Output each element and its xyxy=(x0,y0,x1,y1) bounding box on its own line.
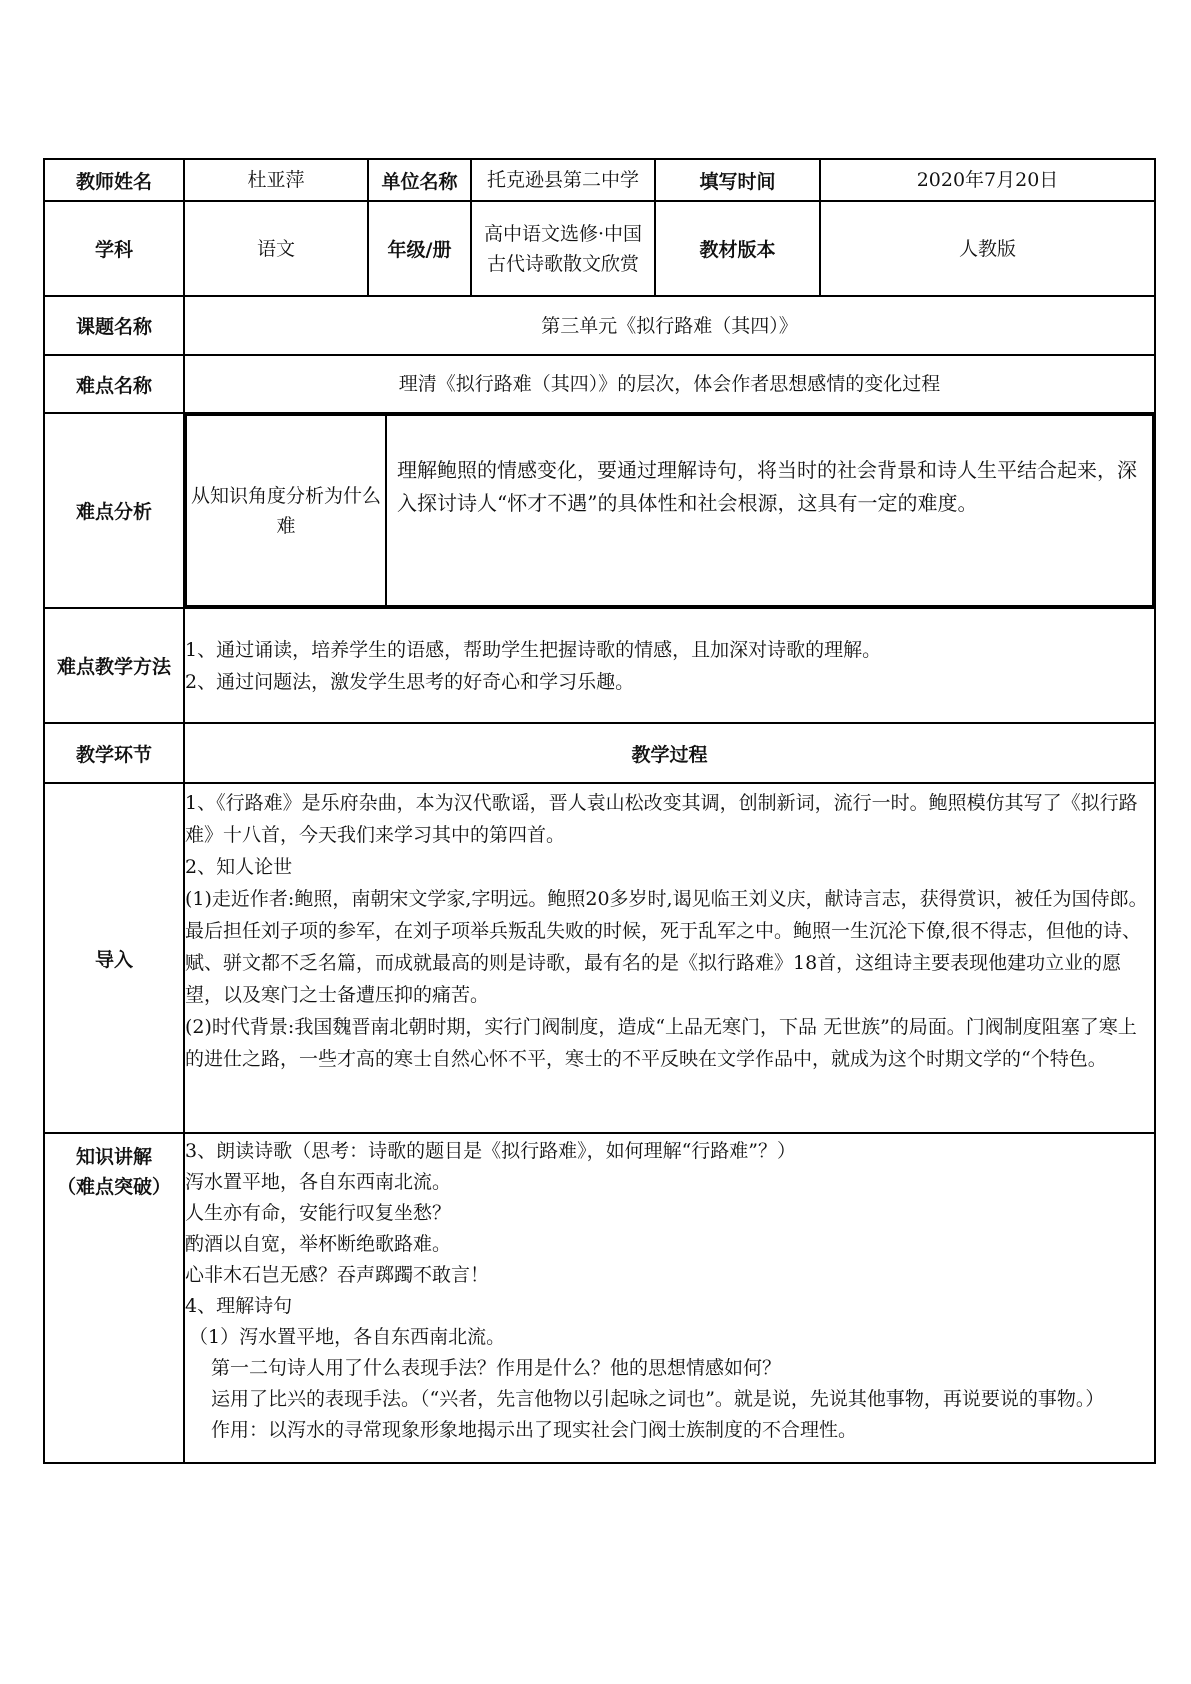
knowledge-cell xyxy=(184,1133,1155,1463)
header-row-2 xyxy=(44,201,1155,296)
process-header-row xyxy=(44,723,1155,783)
poem-line-3: 酌酒以自宽，举杯断绝歌路难。 xyxy=(185,1233,452,1255)
difficulty-label: 难点名称 xyxy=(44,355,184,413)
grade-label: 年级/册 xyxy=(368,201,471,296)
intro-line-3: (1)走近作者:鲍照，南朝宋文学家,字明远。鲍照20多岁时,谒见临王刘义庆，献诗言志，获得赏识，被任为国侍郎。最后担任刘子项的参军，在刘子项举兵叛乱失败的时候，死于乱军之中。鲍照一生沉沦下僚,很不得志，但他的诗、赋、骈文都不乏名篇，而成就最高的则是诗歌，最有名的是《拟行路难》18首，这组诗主要表现他建功立业的愿望，以及寒门之士备遭压抑的痛苦。 xyxy=(185,888,1148,1006)
knowledge-label-1: 知识讲解 xyxy=(75,1146,152,1168)
knowledge-line-1: 3、朗读诗歌（思考：诗歌的题目是《拟行路难》，如何理解“行路难”？） xyxy=(185,1140,797,1162)
poem-line-2: 人生亦有命，安能行叹复坐愁？ xyxy=(185,1202,452,1224)
intro-cell xyxy=(184,783,1155,1133)
fill-date-value: 2020年7月20日 xyxy=(820,159,1155,201)
knowledge-label-2: （难点突破） xyxy=(56,1176,171,1198)
knowledge-row xyxy=(44,1133,1155,1463)
stage-label: 教学环节 xyxy=(44,723,184,783)
knowledge-label-cell xyxy=(44,1133,184,1463)
textbook-label: 教材版本 xyxy=(655,201,820,296)
knowledge-line-7: （1）泻水置平地，各自东西南北流。 xyxy=(189,1326,506,1348)
topic-value: 第三单元《拟行路难（其四）》 xyxy=(184,296,1155,355)
lesson-plan-table xyxy=(43,158,1156,1464)
teacher-name-label: 教师姓名 xyxy=(44,159,184,201)
intro-line-2: 2、知人论世 xyxy=(185,856,293,878)
knowledge-line-8: 第一二句诗人用了什么表现手法？作用是什么？他的思想情感如何？ xyxy=(211,1357,782,1379)
subject-value: 语文 xyxy=(184,201,368,296)
methods-cell xyxy=(184,608,1155,723)
difficulty-value: 理清《拟行路难（其四）》的层次，体会作者思想感情的变化过程 xyxy=(184,355,1155,413)
analysis-sub-label: 从知识角度分析为什么难 xyxy=(186,415,386,606)
knowledge-line-10: 作用：以泻水的寻常现象形象地揭示出了现实社会门阀士族制度的不合理性。 xyxy=(211,1419,858,1441)
process-label: 教学过程 xyxy=(184,723,1155,783)
analysis-cell xyxy=(184,413,1155,608)
analysis-text: 理解鲍照的情感变化，要通过理解诗句，将当时的社会背景和诗人生平结合起来，深入探讨诗人“怀才不遇”的具体性和社会根源，这具有一定的难度。 xyxy=(386,415,1153,606)
topic-row xyxy=(44,296,1155,355)
intro-label: 导入 xyxy=(44,783,184,1133)
intro-line-4: (2)时代背景:我国魏晋南北朝时期，实行门阀制度，造成“上品无寒门，下品 无世族”的局面。门阀制度阻塞了寒上的进仕之路，一些才高的寒士自然心怀不平，寒士的不平反映在文学作品中，就成为这个时期文学的“个特色。 xyxy=(185,1016,1137,1070)
topic-label: 课题名称 xyxy=(44,296,184,355)
poem-line-4: 心非木石岂无感？吞声踯躅不敢言！ xyxy=(185,1264,490,1286)
textbook-value: 人教版 xyxy=(820,201,1155,296)
knowledge-line-6: 4、理解诗句 xyxy=(185,1295,293,1317)
method-item-2: 2、通过问题法，激发学生思考的好奇心和学习乐趣。 xyxy=(185,670,635,693)
intro-line-1: 1、《行路难》是乐府杂曲，本为汉代歌谣，晋人袁山松改变其调，创制新词，流行一时。鲍照模仿其写了《拟行路难》十八首，今天我们来学习其中的第四首。 xyxy=(185,792,1138,846)
teacher-name-value: 杜亚萍 xyxy=(184,159,368,201)
knowledge-line-9: 运用了比兴的表现手法。（“兴者，先言他物以引起咏之词也”。就是说，先说其他事物，再说要说的事物。） xyxy=(211,1388,1105,1410)
methods-label: 难点教学方法 xyxy=(44,608,184,723)
method-item-1: 1、通过诵读，培养学生的语感，帮助学生把握诗歌的情感，且加深对诗歌的理解。 xyxy=(185,638,882,661)
unit-name-value: 托克逊县第二中学 xyxy=(471,159,655,201)
intro-row xyxy=(44,783,1155,1133)
header-row-1 xyxy=(44,159,1155,201)
analysis-row xyxy=(44,413,1155,608)
grade-value: 高中语文选修·中国古代诗歌散文欣赏 xyxy=(471,201,655,296)
difficulty-row xyxy=(44,355,1155,413)
fill-date-label: 填写时间 xyxy=(655,159,820,201)
poem-line-1: 泻水置平地，各自东西南北流。 xyxy=(185,1171,452,1193)
unit-name-label: 单位名称 xyxy=(368,159,471,201)
analysis-label: 难点分析 xyxy=(44,413,184,608)
subject-label: 学科 xyxy=(44,201,184,296)
methods-row xyxy=(44,608,1155,723)
analysis-inner xyxy=(185,414,1154,607)
